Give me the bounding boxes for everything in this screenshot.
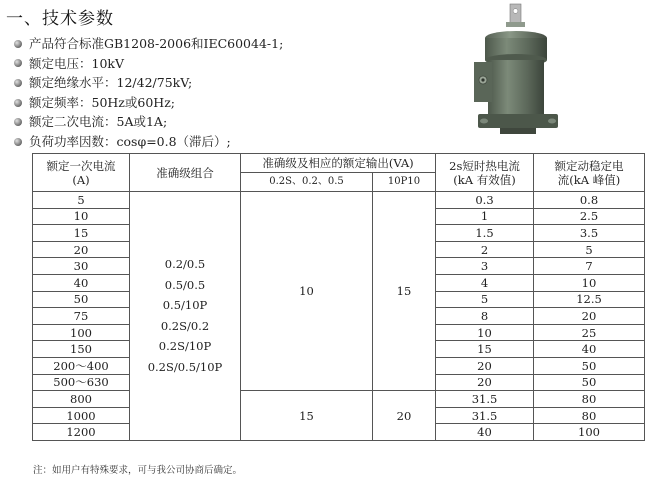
spec-text: 额定频率：50Hz或60Hz; (29, 94, 175, 110)
col-subheader-measure-class: 0.2S、0.2、0.5 (241, 173, 373, 192)
spec-item (14, 34, 283, 54)
col-header-dynamic-current: 额定动稳定电 流(kA 峰值) (534, 154, 645, 192)
cell-dynamic: 50 (534, 357, 645, 374)
footnote: 注：如用户有特殊要求，可与我公司协商后确定。 (33, 465, 243, 476)
bullet-icon (14, 99, 22, 107)
cell-dynamic: 80 (534, 407, 645, 424)
spec-table (32, 153, 645, 441)
spec-item (14, 54, 283, 74)
bullet-icon (14, 79, 22, 87)
bullet-icon (14, 40, 22, 48)
cell-accuracy-combos: 0.2/0.5 0.5/0.5 0.5/10P 0.2S/0.2 0.2S/10P 0.2S/0.5/10P (130, 192, 241, 441)
spec-item (14, 93, 283, 113)
spec-text: 额定绝缘水平：12/42/75kV; (29, 75, 193, 91)
col-header-rated-output: 准确级及相应的额定输出(VA) (241, 154, 436, 173)
cell-dynamic: 80 (534, 391, 645, 408)
table-row (33, 391, 645, 408)
cell-dynamic: 0.8 (534, 192, 645, 209)
cell-current: 75 (33, 308, 130, 325)
cell-current: 5 (33, 192, 130, 209)
bullet-icon (14, 138, 22, 146)
cell-thermal: 1.5 (436, 225, 534, 242)
cell-dynamic: 12.5 (534, 291, 645, 308)
cell-thermal: 8 (436, 308, 534, 325)
cell-thermal: 15 (436, 341, 534, 358)
cell-current: 1200 (33, 424, 130, 441)
cell-current: 800 (33, 391, 130, 408)
col-header-primary-current: 额定一次电流 (A) (33, 154, 130, 192)
table-row (33, 192, 645, 209)
spec-text: 额定二次电流：5A或1A; (29, 114, 168, 130)
cell-thermal: 4 (436, 274, 534, 291)
cell-output-protection-group1: 15 (373, 192, 436, 391)
cell-current: 50 (33, 291, 130, 308)
spec-text: 产品符合标准GB1208-2006和IEC60044-1; (29, 36, 284, 51)
col-subheader-protection-class: 10P10 (373, 173, 436, 192)
cell-dynamic: 20 (534, 308, 645, 325)
cell-dynamic: 7 (534, 258, 645, 275)
cell-thermal: 0.3 (436, 192, 534, 209)
cell-dynamic: 2.5 (534, 208, 645, 225)
spec-list (14, 34, 283, 152)
spec-item (14, 112, 283, 132)
cell-current: 20 (33, 241, 130, 258)
spec-item (14, 73, 283, 93)
cell-thermal: 1 (436, 208, 534, 225)
cell-current: 10 (33, 208, 130, 225)
cell-output-measure-group2: 15 (241, 391, 373, 441)
cell-dynamic: 40 (534, 341, 645, 358)
cell-thermal: 20 (436, 357, 534, 374)
cell-dynamic: 3.5 (534, 225, 645, 242)
cell-dynamic: 10 (534, 274, 645, 291)
cell-current: 200～400 (33, 357, 130, 374)
cell-current: 40 (33, 274, 130, 291)
cell-thermal: 2 (436, 241, 534, 258)
spec-item (14, 132, 283, 152)
cell-current: 100 (33, 324, 130, 341)
cell-thermal: 3 (436, 258, 534, 275)
col-header-thermal-current: 2s短时热电流 (kA 有效值) (436, 154, 534, 192)
cell-output-measure-group1: 10 (241, 192, 373, 391)
cell-current: 30 (33, 258, 130, 275)
cell-thermal: 5 (436, 291, 534, 308)
cell-dynamic: 100 (534, 424, 645, 441)
section-heading: 一、技术参数 (6, 9, 114, 29)
spec-text: 额定电压：10kV (29, 55, 125, 71)
col-header-accuracy-combo: 准确级组合 (130, 154, 241, 192)
current-transformer-photo (470, 2, 570, 144)
cell-thermal: 40 (436, 424, 534, 441)
cell-thermal: 31.5 (436, 407, 534, 424)
cell-dynamic: 50 (534, 374, 645, 391)
cell-current: 1000 (33, 407, 130, 424)
cell-current: 150 (33, 341, 130, 358)
cell-thermal: 20 (436, 374, 534, 391)
cell-output-protection-group2: 20 (373, 391, 436, 441)
cell-current: 500～630 (33, 374, 130, 391)
bullet-icon (14, 118, 22, 126)
cell-thermal: 10 (436, 324, 534, 341)
cell-thermal: 31.5 (436, 391, 534, 408)
spec-text: 负荷功率因数：cosφ=0.8（滞后）; (29, 133, 231, 149)
cell-dynamic: 25 (534, 324, 645, 341)
bullet-icon (14, 59, 22, 67)
cell-current: 15 (33, 225, 130, 242)
cell-dynamic: 5 (534, 241, 645, 258)
